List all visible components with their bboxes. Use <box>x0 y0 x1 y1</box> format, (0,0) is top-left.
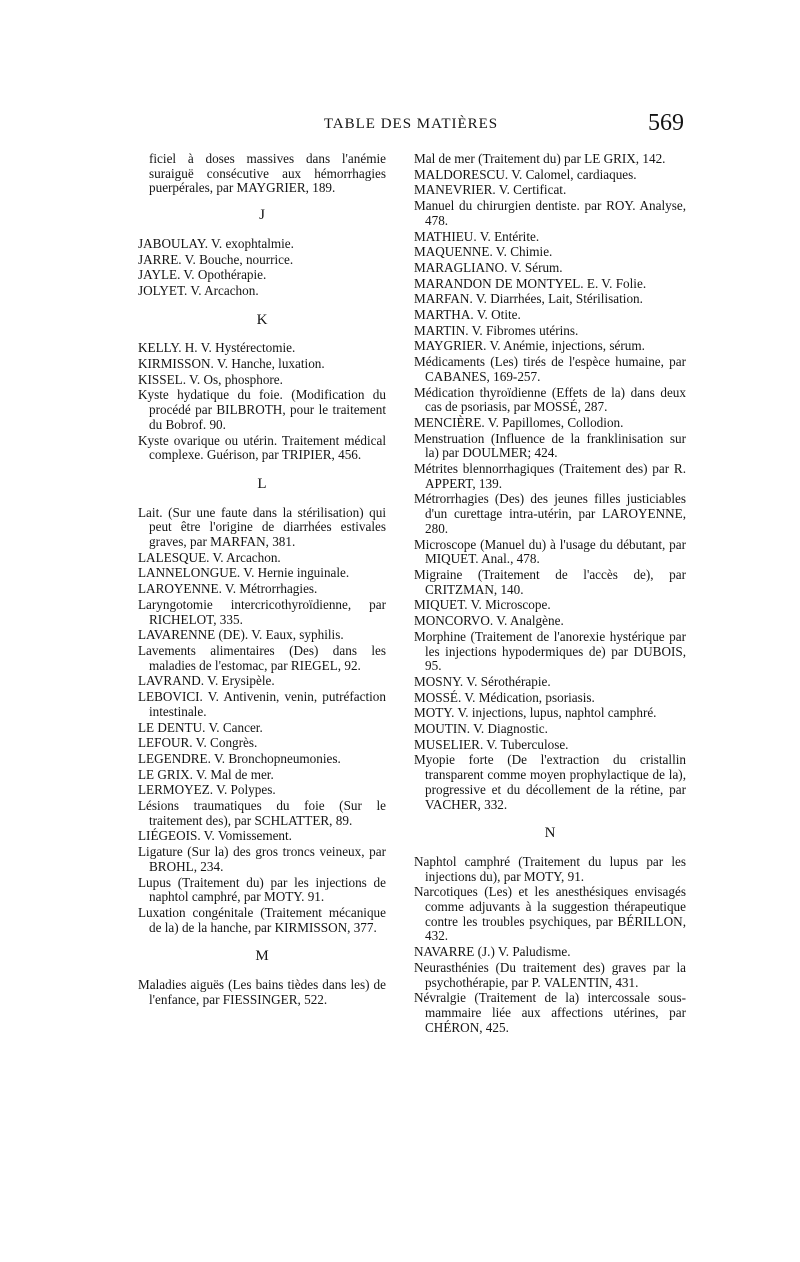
page-number: 569 <box>648 110 684 136</box>
index-entry: LEBOVICI. V. Antivenin, venin, putréfaction intestinale. <box>138 689 386 719</box>
section-letter-n: N <box>544 825 556 842</box>
index-entry: JAYLE. V. Opothérapie. <box>138 267 267 283</box>
index-entry: LERMOYEZ. V. Polypes. <box>138 782 276 798</box>
section-letter-j: J <box>259 207 265 224</box>
header-title: TABLE DES MATIÈRES <box>323 116 499 132</box>
section-letter-l: L <box>257 475 267 492</box>
index-entry: MALDORESCU. V. Calomel, cardiaques. <box>414 166 637 182</box>
index-entry: Médicaments (Les) tirés de l'espèce humaine, par CABANES, 169-257. <box>414 354 686 384</box>
index-entry: Lait. (Sur une faute dans la stérilisation) qui peut être l'origine de diarrhées estivales graves, par MARFAN, 381. <box>138 504 386 550</box>
index-entry: Métrorrhagies (Des) des jeunes filles justiciables d'un curettage intra-utérin, par LAROYENNE, 280. <box>414 491 686 536</box>
index-entry: LALESQUE. V. Arcachon. <box>138 549 281 565</box>
right-column <box>414 152 686 1036</box>
index-entry: MARAGLIANO. V. Sérum. <box>414 259 563 275</box>
index-entry: Médication thyroïdienne (Effets de la) dans deux cas de psoriasis, par MOSSÉ, 287. <box>414 384 686 415</box>
index-entry: MENCIÈRE. V. Papillomes, Collodion. <box>414 414 624 430</box>
index-entry: MARANDON DE MONTYEL. E. V. Folie. <box>414 275 647 291</box>
index-entry: MONCORVO. V. Analgène. <box>414 613 564 629</box>
index-entry: MUSELIER. V. Tuberculose. <box>414 736 569 752</box>
index-entry: Maladies aiguës (Les bains tièdes dans les) de l'enfance, par FIESSINGER, 522. <box>138 977 386 1007</box>
index-entry: MOSNY. V. Sérothérapie. <box>414 673 551 689</box>
index-entry: MAYGRIER. V. Anémie, injections, sérum. <box>414 338 645 354</box>
index-entry: Narcotiques (Les) et les anesthésiques envisagés comme adjuvants à la suggestion thérapeutique contre les troubles psychiques, par BÉRILLON, 432. <box>414 884 686 944</box>
section-letter-m: M <box>255 948 269 965</box>
index-entry: Mal de mer (Traitement du) par LE GRIX, 142. <box>414 151 666 166</box>
index-entry: JOLYET. V. Arcachon. <box>138 282 259 298</box>
index-entry: Ligature (Sur la) des gros troncs veineux, par BROHL, 234. <box>138 844 386 874</box>
index-entry: Neurasthénies (Du traitement des) graves par la psychothérapie, par P. VALENTIN, 431. <box>414 959 686 990</box>
index-entry: Luxation congénitale (Traitement mécanique de la) de la hanche, par KIRMISSON, 377. <box>138 904 386 935</box>
index-entry: JARRE. V. Bouche, nourrice. <box>138 251 294 267</box>
index-entry: Métrites blennorrhagiques (Traitement des) par R. APPERT, 139. <box>414 461 686 491</box>
index-entry: MATHIEU. V. Entérite. <box>414 228 540 244</box>
index-entry: Menstruation (Influence de la franklinisation sur la) par DOULMER; 424. <box>414 430 686 461</box>
index-entry: LE GRIX. V. Mal de mer. <box>138 766 274 782</box>
left-column <box>138 152 386 1008</box>
index-entry: MARFAN. V. Diarrhées, Lait, Stérilisation. <box>414 291 643 307</box>
index-entry: MIQUET. V. Microscope. <box>414 597 551 613</box>
section-letter-k: K <box>256 311 268 328</box>
index-entry: Myopie forte (De l'extraction du cristallin transparent comme moyen prophylactique de la), progressive et du décollement de la rétine, par VACHER, 332. <box>414 752 686 812</box>
index-entry: LEFOUR. V. Congrès. <box>138 735 258 751</box>
index-entry: LAROYENNE. V. Métrorrhagies. <box>138 581 318 597</box>
index-entry: Lésions traumatiques du foie (Sur le traitement des), par SCHLATTER, 89. <box>138 798 386 828</box>
index-entry: MOUTIN. V. Diagnostic. <box>414 721 548 737</box>
index-entry: MOSSÉ. V. Médication, psoriasis. <box>414 689 595 705</box>
index-entry: MARTHA. V. Otite. <box>414 307 521 323</box>
running-header <box>138 112 684 142</box>
index-entry: LE DENTU. V. Cancer. <box>138 719 263 735</box>
index-entry: NAVARRE (J.) V. Paludisme. <box>414 944 571 960</box>
index-entry: Lupus (Traitement du) par les injections de naphtol camphré, par MOTY. 91. <box>138 874 386 905</box>
index-entry: LANNELONGUE. V. Hernie inguinale. <box>138 565 350 581</box>
index-entry: MARTIN. V. Fibromes utérins. <box>414 322 579 338</box>
index-entry: KISSEL. V. Os, phosphore. <box>138 371 283 387</box>
index-entry: MOTY. V. injections, lupus, naphtol camphré. <box>414 705 657 721</box>
index-entry: Kyste ovarique ou utérin. Traitement médical complexe. Guérison, par TRIPIER, 456. <box>138 432 386 463</box>
index-entry: Laryngotomie intercricothyroïdienne, par RICHELOT, 335. <box>138 596 386 627</box>
index-entry: Manuel du chirurgien dentiste. par ROY. Analyse, 478. <box>414 198 686 228</box>
index-entry: Migraine (Traitement de l'accès de), par CRITZMAN, 140. <box>414 566 686 597</box>
index-entry: Lavements alimentaires (Des) dans les maladies de l'estomac, par RIEGEL, 92. <box>138 642 386 673</box>
index-entry: LEGENDRE. V. Bronchopneumonies. <box>138 750 341 766</box>
index-entry: Microscope (Manuel du) à l'usage du débutant, par MIQUET. Anal., 478. <box>414 536 686 567</box>
index-entry: KELLY. H. V. Hystérectomie. <box>138 340 296 356</box>
index-entry: Naphtol camphré (Traitement du lupus par les injections du), par MOTY, 91. <box>414 853 686 884</box>
index-entry: Kyste hydatique du foie. (Modification du procédé par BILBROTH, pour le traitement du Bobrof. 90. <box>138 387 386 432</box>
index-entry: LIÉGEOIS. V. Vomissement. <box>138 828 292 844</box>
index-entry: JABOULAY. V. exophtalmie. <box>138 235 294 251</box>
index-entry: Morphine (Traitement de l'anorexie hystérique par les injections hypodermiques de) par DUBOIS, 95. <box>414 628 686 674</box>
index-entry: MAQUENNE. V. Chimie. <box>414 244 553 260</box>
index-entry: MANEVRIER. V. Certificat. <box>414 182 567 198</box>
index-entry: Névralgie (Traitement de la) intercossale sous-mammaire liée aux affections utérines, par CHÉRON, 425. <box>414 990 686 1035</box>
index-entry-continuation: ficiel à doses massives dans l'anémie suraiguë consécutive aux hémorrhagies puerpérales, par MAYGRIER, 189. <box>149 151 386 196</box>
index-entry: LAVARENNE (DE). V. Eaux, syphilis. <box>138 627 344 643</box>
index-entry: KIRMISSON. V. Hanche, luxation. <box>138 356 325 372</box>
index-entry: LAVRAND. V. Erysipèle. <box>138 673 275 689</box>
